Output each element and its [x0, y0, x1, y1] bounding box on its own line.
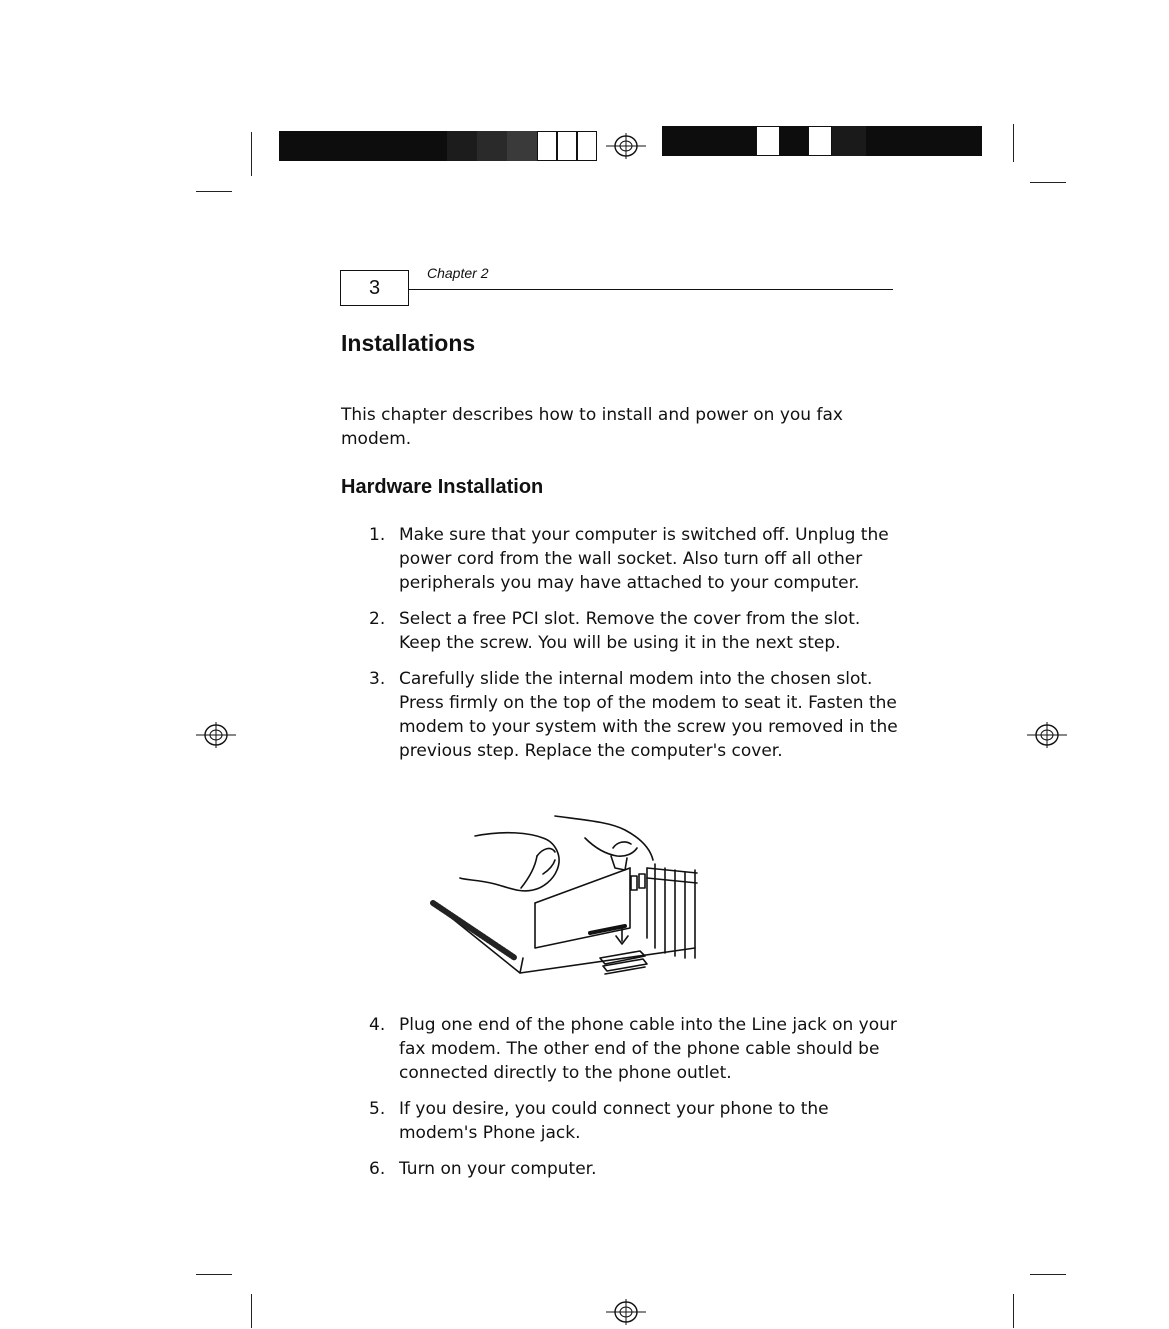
crop-mark [196, 191, 232, 192]
registration-mark-icon [606, 1297, 646, 1327]
crop-mark [1013, 124, 1014, 162]
list-item [341, 607, 901, 655]
page-number: 3 [368, 276, 381, 299]
print-color-bar-right [662, 126, 982, 156]
step-text: Turn on your computer. [399, 1159, 597, 1179]
list-item [341, 1157, 901, 1181]
step-number: 2. [369, 609, 386, 629]
step-number: 5. [369, 1099, 386, 1119]
intro-paragraph: This chapter describes how to install and power on you fax modem. [341, 405, 843, 449]
step-text: Make sure that your computer is switched off. Unplug the power cord from the wall socket. Also turn off all other peripherals you may have attached to your computer. [399, 525, 889, 593]
step-number: 4. [369, 1015, 386, 1035]
page-number-box [340, 270, 409, 306]
chapter-rule [409, 289, 893, 290]
crop-mark [251, 1294, 252, 1328]
list-item [341, 523, 901, 595]
step-number: 3. [369, 669, 386, 689]
print-color-bar-left [279, 131, 597, 161]
list-item [341, 1013, 901, 1085]
registration-mark-icon [606, 131, 646, 161]
step-text: Carefully slide the internal modem into the chosen slot. Press firmly on the top of the modem to seat it. Fasten the modem to your system with the screw you removed in the previous step. Replace the computer's cover. [399, 669, 898, 761]
list-item [341, 1097, 901, 1145]
registration-mark-icon [1027, 720, 1067, 750]
crop-mark [1030, 1274, 1066, 1275]
crop-mark [1013, 1294, 1014, 1328]
list-item [341, 667, 901, 763]
crop-mark [1030, 182, 1066, 183]
installation-steps [341, 523, 901, 763]
step-number: 6. [369, 1159, 386, 1179]
section-title: Installations [341, 330, 476, 356]
step-text: If you desire, you could connect your phone to the modem's Phone jack. [399, 1099, 829, 1143]
step-number: 1. [369, 525, 386, 545]
crop-mark [251, 132, 252, 176]
crop-mark [196, 1274, 232, 1275]
step-text: Select a free PCI slot. Remove the cover from the slot. Keep the screw. You will be using it in the next step. [399, 609, 861, 653]
modem-installation-illustration [425, 808, 705, 988]
chapter-label: Chapter 2 [427, 265, 489, 281]
subsection-title: Hardware Installation [341, 476, 544, 498]
registration-mark-icon [196, 720, 236, 750]
step-text: Plug one end of the phone cable into the Line jack on your fax modem. The other end of the phone cable should be connected directly to the phone outlet. [399, 1015, 897, 1083]
installation-steps-continued [341, 1013, 901, 1181]
